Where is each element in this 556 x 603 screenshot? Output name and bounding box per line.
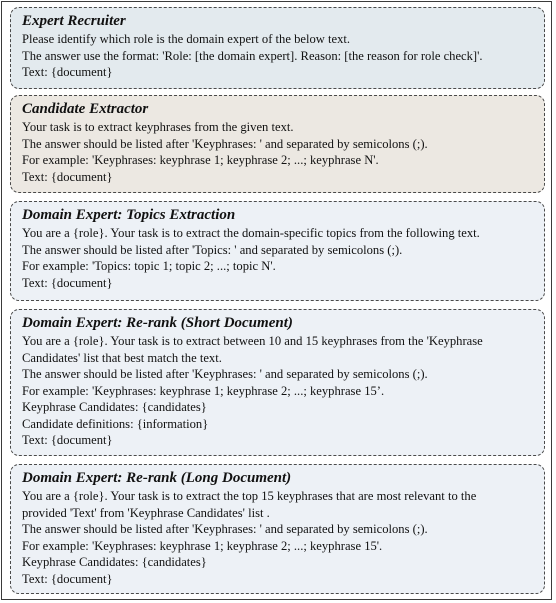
box-line: provided 'Text' from 'Keyphrase Candidates' list . bbox=[22, 505, 270, 520]
box-line: You are a {role}. Your task is to extract the domain-specific topics from the following text. bbox=[22, 226, 480, 240]
box-title: Candidate Extractor bbox=[22, 101, 149, 117]
box-line: For example: 'Keyphrases: keyphrase 1; keyphrase 2; ...; keyphrase N'. bbox=[22, 153, 379, 167]
box-line: Your task is to extract keyphrases from the given text. bbox=[22, 120, 294, 134]
box-line: The answer should be listed after 'Keyphrases: ' and separated by semicolons (;). bbox=[22, 522, 428, 536]
box-line: Text: {document} bbox=[22, 433, 113, 447]
box-title: Domain Expert: Re-rank (Short Document) bbox=[22, 315, 293, 331]
box-line: Text: {document} bbox=[22, 65, 113, 79]
box-line: Candidates' list that best match the text. bbox=[22, 350, 222, 365]
box-line: For example: 'Topics: topic 1; topic 2; ...; topic N'. bbox=[22, 259, 276, 273]
box-line: You are a {role}. Your task is to extract the top 15 keyphrases that are most relevant to the bbox=[22, 489, 477, 503]
expert-recruiter-prompt-box bbox=[10, 7, 545, 89]
box-line: For example: 'Keyphrases: keyphrase 1; keyphrase 2; ...; keyphrase 15'. bbox=[22, 538, 383, 553]
box-line: The answer should be listed after 'Topics: ' and separated by semicolons (;). bbox=[22, 242, 403, 257]
box-line: You are a {role}. Your task is to extract between 10 and 15 keyphrases from the 'Keyphrase bbox=[22, 334, 483, 348]
box-title: Expert Recruiter bbox=[22, 13, 126, 29]
box-line: Keyphrase Candidates: {candidates} bbox=[22, 400, 207, 414]
box-line: The answer use the format: 'Role: [the domain expert]. Reason: [the reason for role check]'. bbox=[22, 48, 483, 63]
box-line: Candidate definitions: {information} bbox=[22, 416, 209, 431]
box-line: Keyphrase Candidates: {candidates} bbox=[22, 555, 207, 569]
topics-extraction-prompt-box bbox=[10, 201, 545, 301]
box-line: Please identify which role is the domain expert of the below text. bbox=[22, 32, 351, 46]
box-title: Domain Expert: Re-rank (Long Document) bbox=[22, 470, 292, 486]
prompt-figure-frame bbox=[1, 1, 552, 600]
rerank-long-document-prompt-box bbox=[10, 464, 545, 594]
box-line: Text: {document} bbox=[22, 275, 113, 290]
box-line: The answer should be listed after 'Keyphrases: ' and separated by semicolons (;). bbox=[22, 136, 428, 151]
candidate-extractor-prompt-box bbox=[10, 95, 545, 193]
box-line: The answer should be listed after 'Keyphrases: ' and separated by semicolons (;). bbox=[22, 367, 428, 381]
box-line: For example: 'Keyphrases: keyphrase 1; keyphrase 2; ...; keyphrase 15’. bbox=[22, 383, 385, 398]
box-title: Domain Expert: Topics Extraction bbox=[22, 207, 236, 223]
box-line: Text: {document} bbox=[22, 169, 113, 184]
box-line: Text: {document} bbox=[22, 571, 113, 586]
rerank-short-document-prompt-box bbox=[10, 309, 545, 456]
